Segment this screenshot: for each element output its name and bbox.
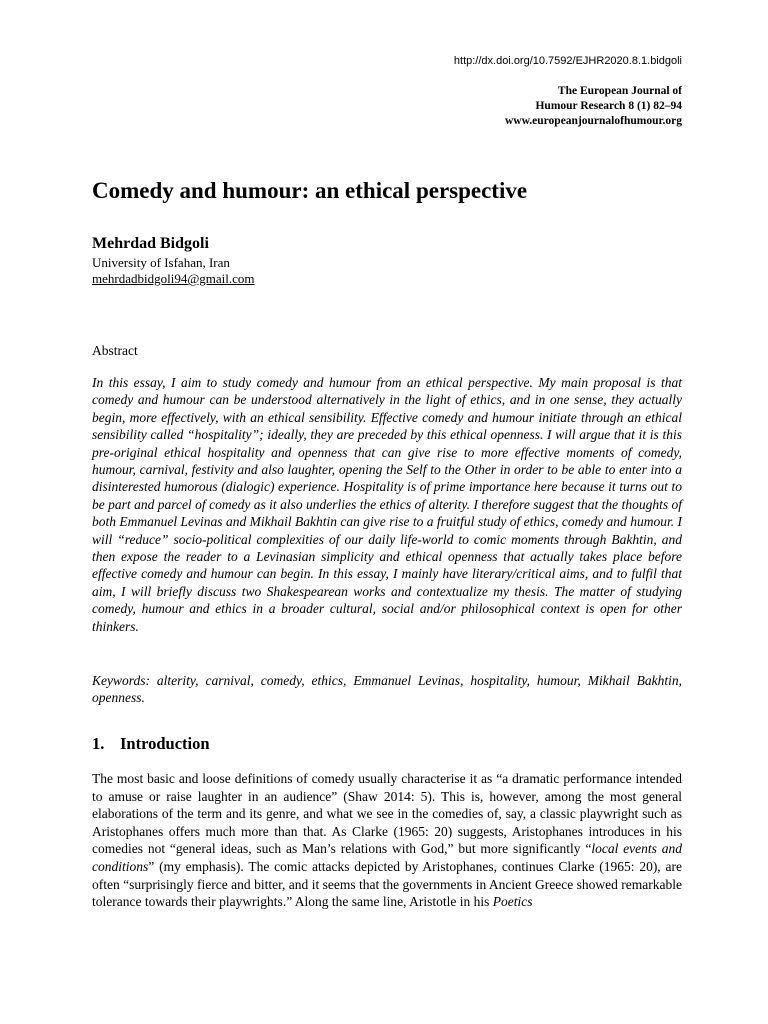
section-title: Introduction: [120, 734, 210, 753]
abstract-text: In this essay, I aim to study comedy and humour from an ethical perspective. My main proposal is that comedy and humour can be understood alternatively in the light of ethics, and in one sense, they actually begin, more effectively, with an ethical sensibility. Effective comedy and humour initiate through an ethical sensibility called “hospitality”; ideally, they are preceded by this ethical openness. I will argue that it is this pre-original ethical hospitality and openness that can give rise to more effective moments of comedy, humour, carnival, festivity and also laughter, opening the Self to the Other in order to be able to enter into a disinterested humorous (dialogic) experience. Hospitality is of prime importance here because it turns out to be part and parcel of comedy as it also underlies the ethics of alterity. I therefore suggest that the thoughts of both Emmanuel Levinas and Mikhail Bakhtin can give rise to a fruitful study of ethics, comedy and humour. I will “reduce” socio-political complexities of our daily life-world to comic moments through Bakhtin, and then expose the reader to a Levinasian simplicity and ethical openness that actually takes place before effective comedy and humour can begin. In this essay, I mainly have literary/critical aims, and to fulfil that aim, I will briefly discuss two Shakespearean works and contextualize my thesis. The matter of studying comedy, humour and ethics in a broader cultural, social and/or philosophical context is open for other thinkers.: [92, 375, 682, 634]
author-email-link[interactable]: mehrdadbidgoli94@gmail.com: [92, 271, 255, 286]
journal-name: The European Journal of: [557, 85, 682, 97]
journal-volume: Humour Research 8 (1) 82–94: [535, 100, 682, 112]
body-emphasis-2: Poetics: [492, 894, 533, 910]
abstract-heading: Abstract: [92, 343, 138, 358]
doi-link[interactable]: http://dx.doi.org/10.7592/EJHR2020.8.1.bidgoli: [453, 55, 682, 67]
body-text-part-2: ” (my emphasis). The comic attacks depicted by Aristophanes, continues Clarke (1965: 20), are often “surprisingly fierce and bitter, and it seems that the governments in Ancient Greece showed remarkable tolerance towards their playwrights.” Along the same line, Aristotle in his: [92, 858, 682, 910]
journal-info: [505, 84, 682, 129]
journal-url[interactable]: www.europeanjournalofhumour.org: [505, 115, 682, 127]
author-block: [92, 233, 255, 287]
body-text-part-1: The most basic and loose definitions of comedy usually characterise it as “a dramatic performance intended to amuse or raise laughter in an audience” (Shaw 2014: 5). This is, however, among the most general elaborations of the term and its genre, and what we see in the comedies of, say, a classic playwright such as Aristophanes offers much more than that. As Clarke (1965: 20) suggests, Aristophanes introduces in his comedies not “general ideas, such as Man’s relations with God,” but more significantly “: [92, 771, 682, 857]
section-heading-introduction: [92, 734, 210, 754]
author-affiliation: University of Isfahan, Iran: [92, 255, 230, 270]
keywords: Keywords: alterity, carnival, comedy, ethics, Emmanuel Levinas, hospitality, humour, Mikhail Bakhtin, openness.: [92, 673, 682, 706]
paper-title: Comedy and humour: an ethical perspective: [92, 178, 528, 203]
body-emphasis-1: local events and conditions: [92, 841, 682, 874]
body-paragraph: [92, 770, 682, 911]
author-name: Mehrdad Bidgoli: [92, 235, 209, 252]
section-number: 1.: [92, 734, 105, 753]
